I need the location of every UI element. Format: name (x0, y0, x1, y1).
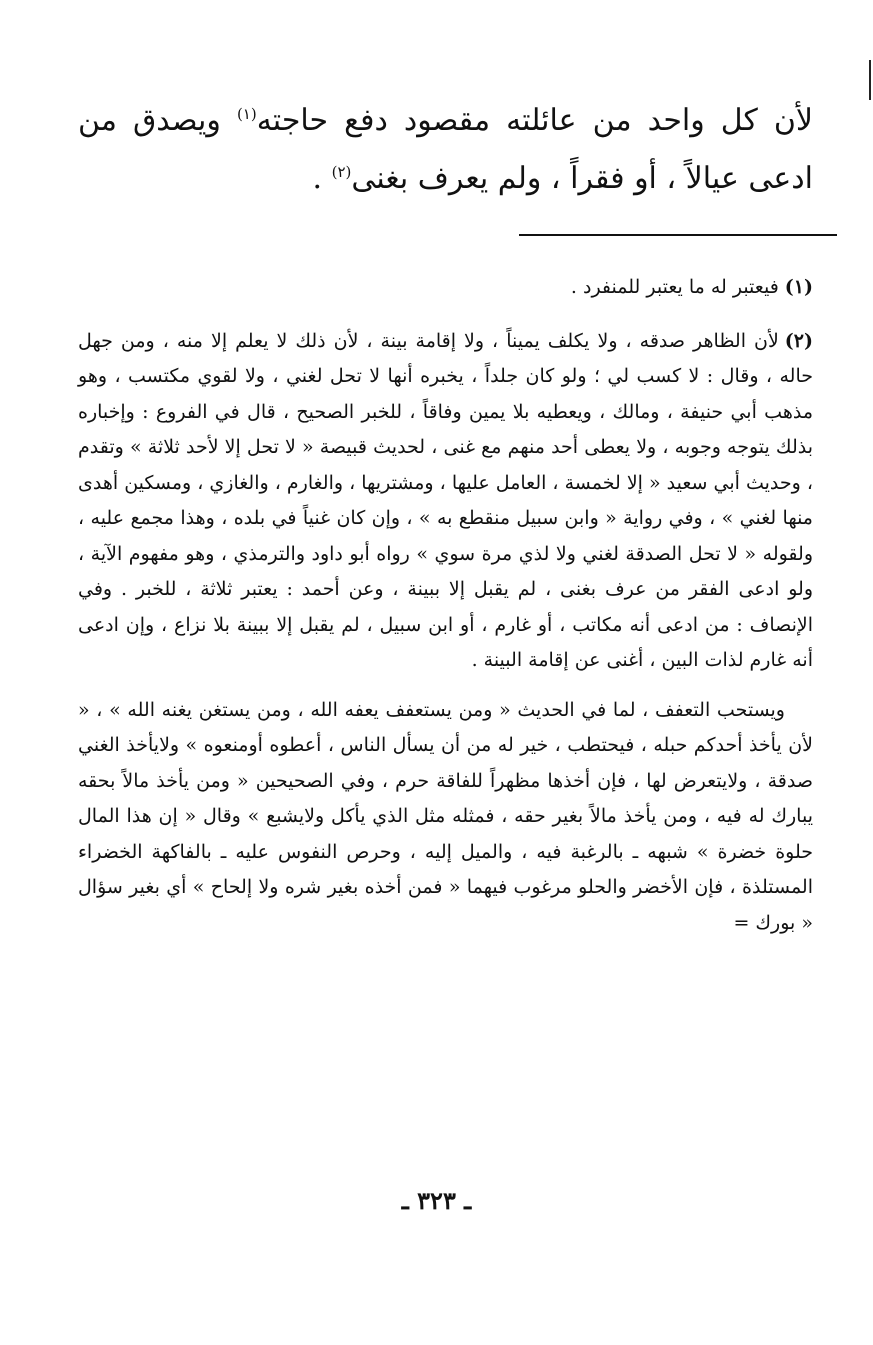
footnote-1-number: (١) (784, 276, 813, 298)
footnote-ref-1: (١) (236, 105, 257, 123)
footnote-continuation: ويستحب التعفف ، لما في الحديث « ومن يستعفف يعفه الله ، ومن يستغن يغنه الله » ، « لأن يأخذ أحدكم حبله ، فيحتطب ، خير له من أن يسأل الناس ، أعطوه أومنعوه » ولايأخذ الغني صدقة ، ولايتعرض لها ، فإن أخذها مظهراً للفاقة حرم ، وفي الصحيحين « ومن يأخذ مالاً بحقه يبارك له فيه ، ومن يأخذ مالاً بغير حقه ، فمثله مثل الذي يأكل ولايشبع » وقال « إن هذا المال حلوة خضرة » شبهه ـ بالرغبة فيه ، والميل إليه ، وحرص النفوس عليه ـ بالفاكهة الخضراء المستلذة ، فإن الأخضر والحلو مرغوب فيهما « فمن أخذه بغير شره ولا إلحاح » أي بغير سؤال « بورك = (78, 698, 813, 934)
main-text-end: . (312, 161, 332, 196)
footnote-1-text: فيعتبر له ما يعتبر للمنفرد . (570, 276, 779, 298)
footnotes-section (78, 270, 813, 941)
footnote-2 (78, 324, 813, 679)
main-text-part-1: لأن كل واحد من عائلته مقصود دفع حاجته (256, 103, 813, 138)
footnote-ref-2: (٢) (331, 163, 352, 181)
footnote-2-number: (٢) (784, 329, 813, 352)
scan-edge-mark (869, 60, 871, 100)
footnote-separator (519, 234, 837, 236)
main-text-part-2: ويصدق من ادعى عيالاً ، أو فقراً ، ولم يعرف بغنى (78, 103, 813, 196)
main-text (78, 92, 813, 208)
page-number: ـ ٣٢٣ ـ (401, 1186, 472, 1215)
footnote-2-text: لأن الظاهر صدقه ، ولا يكلف يميناً ، ولا إقامة بينة ، لأن ذلك لا يعلم إلا منه ، ومن جهل حاله ، وقال : لا كسب لي ؛ ولو كان جلداً ، يخبره أنها لا تحل لغني ، ولا لقوي مكتسب ، وهو مذهب أبي حنيفة ، ومالك ، ويعطيه بلا يمين وفاقاً ، للخبر الصحيح ، قال في الفروع : وإخباره بذلك يتوجه وجوبه ، ولا يعطى أحد منهم مع غنى ، لحديث قبيصة « لا تحل إلا لأحد ثلاثة » وتقدم ، وحديث أبي سعيد « إلا لخمسة ، العامل عليها ، ومشتريها ، والغارم ، والغازي ، ومسكين أهدى منها لغني » ، وفي رواية « وابن سبيل منقطع به » ، وإن كان غنياً في بلده ، وهذا مجمع عليه ، ولقوله « لا تحل الصدقة لغني ولا لذي مرة سوي » رواه أبو داود والترمذي ، وهو مفهوم الآية ، ولو ادعى الفقر من عرف بغنى ، لم يقبل إلا ببينة ، وعن أحمد : يعتبر ثلاثة ، للخبر . وفي الإنصاف : من ادعى أنه مكاتب ، أو غارم ، أو ابن سبيل ، لم يقبل إلا ببينة بلا نزاع ، وإن ادعى أنه غارم لذات البين ، أغنى عن إقامة البينة . (78, 329, 813, 671)
footnote-1 (78, 270, 813, 306)
